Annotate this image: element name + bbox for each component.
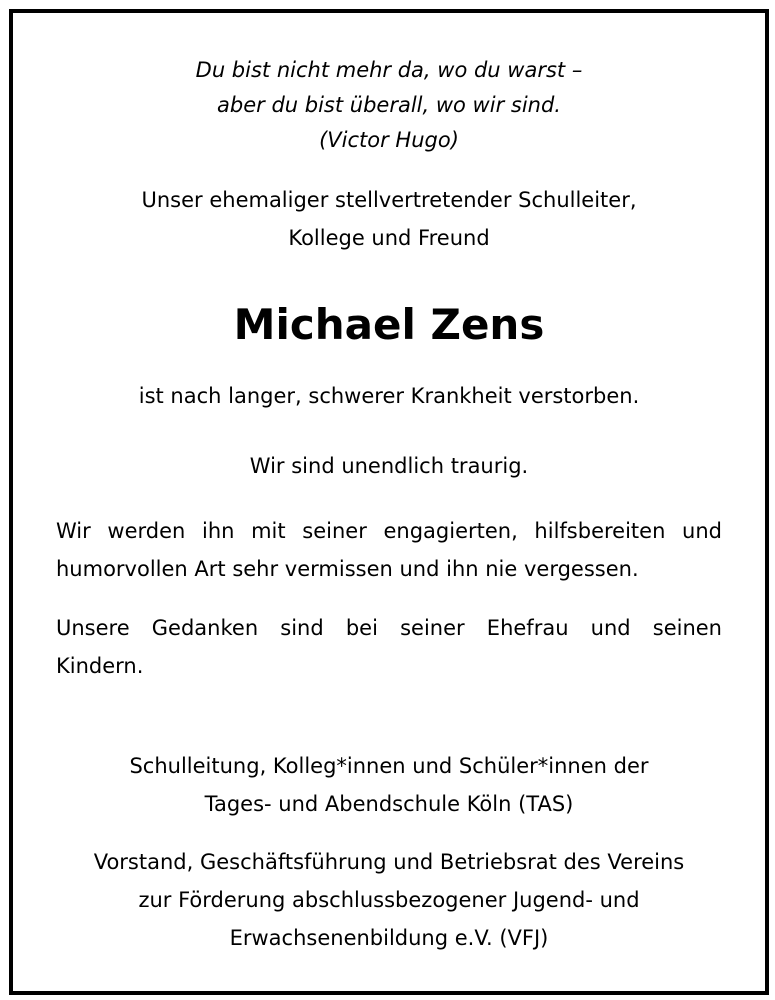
signature-association-line-1: Vorstand, Geschäftsführung und Betriebsrat des Vereins [93,850,685,874]
intro-block [13,181,765,257]
quote-block [13,53,765,158]
paragraph-condolence [56,609,722,685]
quote-line-2: aber du bist überall, wo wir sind. [217,93,561,117]
paragraph-condolence-line-1: Unsere Gedanken sind bei seiner Ehefrau und seinen [56,616,722,640]
signature-association-line-2: zur Förderung abschlussbezogener Jugend- und [138,888,640,912]
deceased-name: Michael Zens [233,300,545,349]
signature-school [13,747,765,823]
paragraph-remembrance-line-2: humorvollen Art sehr vermissen und ihn nie vergessen. [56,557,639,581]
intro-line-2: Kollege und Freund [288,226,490,250]
paragraph-condolence-line-2: Kindern. [56,654,144,678]
quote-line-1: Du bist nicht mehr da, wo du warst – [195,58,583,82]
death-statement: ist nach langer, schwerer Krankheit verstorben. [138,384,640,408]
signature-school-line-2: Tages- und Abendschule Köln (TAS) [204,792,574,816]
signature-association [13,843,765,957]
grief-statement: Wir sind unendlich traurig. [249,454,529,478]
obituary-frame [9,9,769,995]
paragraph-remembrance [56,512,722,588]
signature-school-line-1: Schulleitung, Kolleg*innen und Schüler*innen der [129,754,649,778]
signature-association-line-3: Erwachsenenbildung e.V. (VFJ) [229,926,549,950]
paragraph-remembrance-line-1: Wir werden ihn mit seiner engagierten, hilfsbereiten und [56,519,722,543]
quote-author: (Victor Hugo) [319,128,459,152]
intro-line-1: Unser ehemaliger stellvertretender Schulleiter, [141,188,637,212]
